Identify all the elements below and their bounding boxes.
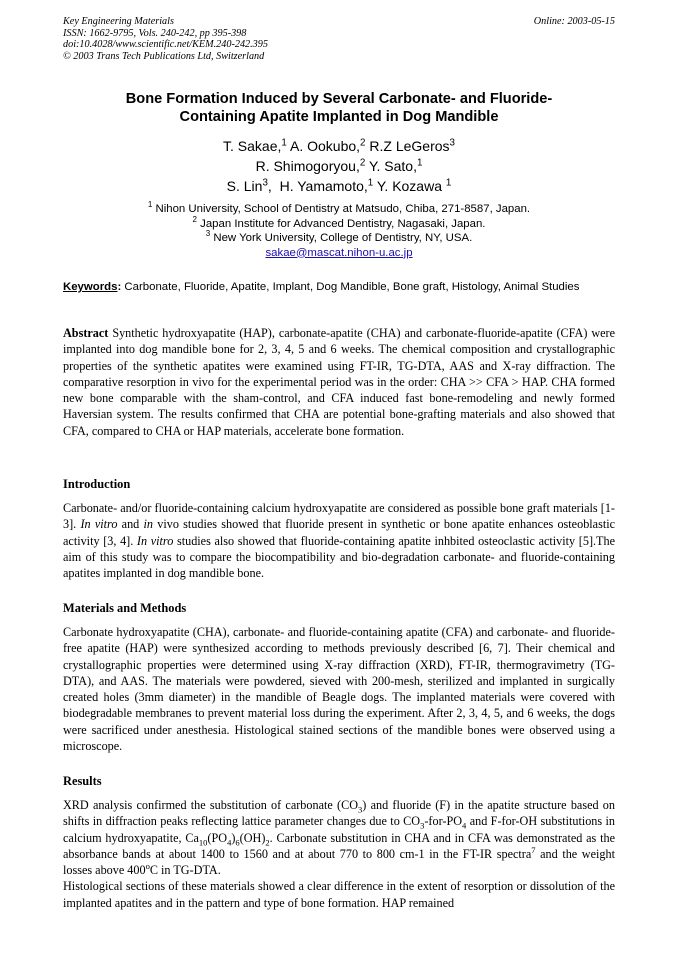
email-line — [63, 246, 615, 261]
subscript: 3 — [358, 804, 363, 815]
section-heading: Materials and Methods — [63, 601, 187, 615]
section-heading: Introduction — [63, 477, 131, 491]
keywords-label: Keywords — [63, 281, 118, 293]
superscript: o — [145, 861, 150, 872]
text-run: and — [117, 517, 144, 532]
text-run: Carbonate- and/or fluoride-containing calcium hydroxyapatite are considered as possible bone graft materials [1-3]. — [63, 501, 615, 532]
affiliation-3 — [63, 231, 615, 246]
text-run: -for-PO — [424, 814, 463, 829]
author-affil-mark: 3 — [262, 177, 268, 189]
text-run: (PO — [207, 830, 228, 845]
italic-run: in — [143, 517, 153, 532]
author: R. Shimogoryou, — [255, 158, 360, 174]
author-affil-mark: 1 — [367, 177, 374, 189]
methods-section — [63, 600, 615, 754]
superscript: 7 — [531, 844, 536, 855]
subscript: 3 — [420, 820, 425, 831]
text-run: (OH) — [239, 830, 266, 845]
keywords — [63, 280, 615, 294]
section-heading: Results — [63, 774, 102, 788]
subscript: 4 — [462, 820, 467, 831]
author: T. Sakae, — [223, 138, 282, 154]
text-run: . Carbonate substitution in CHA and in CFA was demonstrated as the absorbance bands at about 1400 to 1560 and at about 770 to 800 cm-1 in the FT-IR spectra — [63, 830, 615, 861]
keywords-text: Carbonate, Fluoride, Apatite, Implant, Dog Mandible, Bone graft, Histology, Animal Studies — [124, 281, 580, 293]
author-line-1 — [63, 136, 615, 156]
text-run: vivo studies showed that fluoride present in synthetic or bone apatite enhances osteoblastic activity [3, 4]. — [63, 517, 616, 548]
text-run: and F-for-OH substitutions in calcium hydroxyapatite, Ca — [63, 814, 616, 845]
author: H. Yamamoto, — [279, 178, 368, 194]
paper-title — [63, 90, 615, 126]
subscript: 6 — [235, 837, 240, 848]
author-affil-mark: 1 — [416, 157, 423, 169]
introduction-section — [63, 476, 615, 581]
author-line-3: S. Lin$^3$, H. Yamamoto,$^1$ Y. Kozawa $^1$ — [226, 177, 452, 194]
affil-mark: 3 — [205, 229, 211, 239]
page-header — [63, 16, 615, 62]
subscript: 2 — [265, 837, 270, 848]
abstract-label: Abstract — [63, 326, 109, 340]
author-affil-mark: 1 — [281, 137, 287, 149]
italic-run: In vitro — [136, 533, 174, 548]
author: A. Ookubo, — [289, 138, 361, 154]
text-run: XRD analysis confirmed the substitution of carbonate (CO — [63, 798, 359, 812]
text-run: C in TG-DTA. — [149, 863, 221, 878]
author: R.Z LeGeros — [369, 138, 450, 154]
affiliation-2 — [63, 214, 615, 232]
affil-mark: 2 — [192, 214, 197, 224]
issn-line: ISSN: 1662-9795, Vols. 240-242, pp 395-398 — [63, 27, 247, 39]
text-run: ) — [231, 830, 236, 845]
email-link[interactable]: sakae@mascat.nihon-u.ac.jp — [265, 246, 413, 259]
text-run: ) and fluoride (F) in the apatite structure based on shifts in diffraction peaks reflecting lattice parameter changes due to CO — [63, 798, 615, 829]
author: S. Lin — [226, 178, 263, 194]
author: Y. Sato, — [368, 158, 417, 174]
affil-text: Nihon University, School of Dentistry at Matsudo, Chiba, 271-8587, Japan. — [155, 203, 531, 215]
author-affil-mark: 2 — [359, 157, 366, 169]
copyright-line: © 2003 Trans Tech Publications Ltd, Switzerland — [63, 50, 265, 62]
title-line-2: Containing Apatite Implanted in Dog Mandible — [179, 109, 499, 125]
author-list — [63, 136, 615, 196]
text-run: and the weight losses above 400 — [63, 846, 615, 878]
online-date: Online: 2003-05-15 — [533, 16, 615, 27]
doi-line: doi:10.4028/www.scientific.net/KEM.240-242.395 — [63, 39, 268, 50]
text-run: studies also showed that fluoride-containing apatite inhbited osteoclastic activity [5].The aim of this study was to compare the biocompatibility and bio-degradation carbonate- and fluoride-containing apatites implanted in dog mandible bone. — [63, 533, 616, 581]
results-paragraph-2: Histological sections of these materials showed a clear difference in the extent of resorption or dissolution of the implanted apatites and in the pattern and type of bone formation. HAP remained — [63, 879, 615, 910]
subscript: 4 — [227, 837, 232, 848]
author-affil-mark: 1 — [445, 177, 452, 189]
results-paragraph-1 — [63, 797, 615, 878]
journal-name: Key Engineering Materials — [63, 16, 174, 27]
abstract — [63, 325, 615, 439]
italic-run: In vitro — [80, 517, 118, 532]
affil-mark: 1 — [147, 200, 153, 210]
abstract-text: Synthetic hydroxyapatite (HAP), carbonate-apatite (CHA) and carbonate-fluoride-apatite (CFA) were implanted into dog mandible bone for 2, 3, 4, 5 and 6 weeks. The chemical composition and crystallographic properties of the synthetic apatites were examined using FT-IR, TG-DTA, AAS and X-ray diffraction. The comparative resorption in vivo for the experimental period was in the order: CHA >> CFA > HAP. CHA formed new bone comparable with the sham-control, and CFA induced fast bone-remodeling and newly formed Haversian system. The results confirmed that CHA are potential bone-grafting materials and also showed that CFA, compared to CHA or HAP materials, accelerate bone formation. — [63, 326, 616, 438]
affil-text: Japan Institute for Advanced Dentistry, Nagasaki, Japan. — [200, 217, 486, 230]
subscript: 10 — [198, 837, 208, 848]
author-affil-mark: 2 — [360, 137, 366, 149]
introduction-text — [63, 500, 615, 581]
affiliation-1 — [63, 202, 615, 217]
title-line-1: Bone Formation Induced by Several Carbonate- and Fluoride- — [125, 91, 553, 107]
author-line-2 — [63, 156, 615, 176]
results-section — [63, 773, 615, 911]
affiliations — [63, 202, 615, 260]
author: Y. Kozawa — [376, 178, 442, 194]
author-affil-mark: 3 — [449, 137, 455, 149]
affil-text: New York University, College of Dentistry, NY, USA. — [213, 232, 473, 244]
methods-text: Carbonate hydroxyapatite (CHA), carbonate- and fluoride-containing apatite (CFA) and carbonate- and fluoride-free apatite (HAP) were synthesized according to methods previously described [6, 7]. Their chemical and crystallographic properties were determined using X-ray diffraction (XRD), FT-IR, thermogravimetry (TG-DTA), and AAS. The materials were powdered, sieved with 200-mesh, sterilized and implanted in surgically created holes (3mm diameter) in the mandible of Beagle dogs. The implanted materials were covered with biodegradable membranes to prevent material loss during the experiment. After 2, 3, 4, 5, and 6 weeks, the dogs were sacrificed under anesthesia. Histological stained sections of the mandible bones were observed using a microscope. — [63, 625, 615, 754]
keywords-colon: : — [117, 281, 122, 293]
